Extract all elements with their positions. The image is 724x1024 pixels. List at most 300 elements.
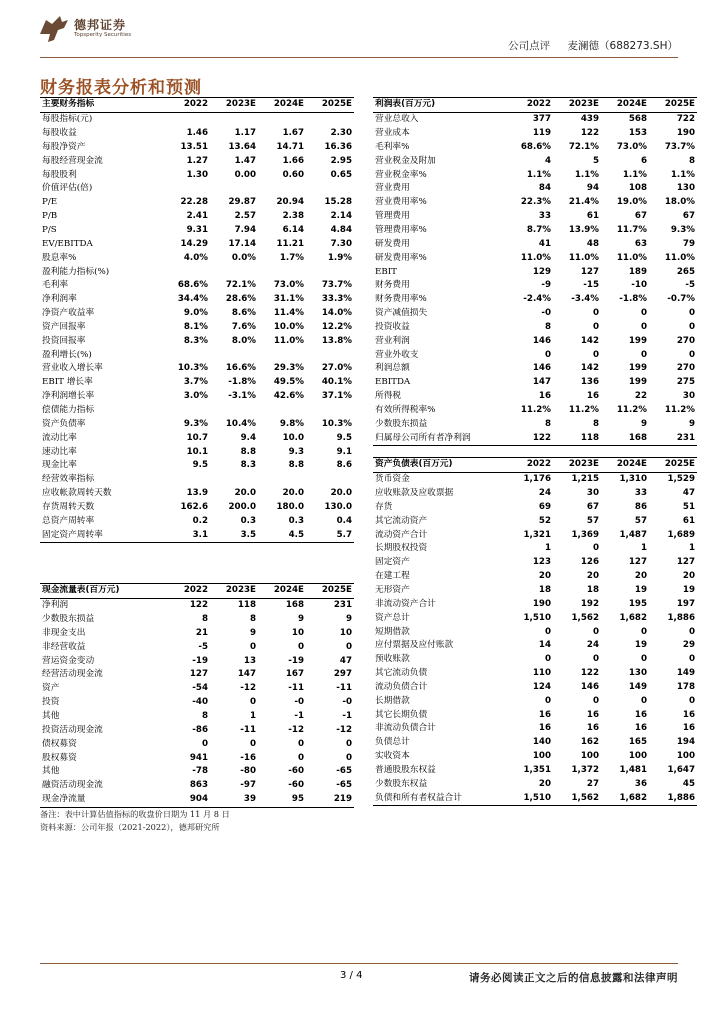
cell-value: 122 <box>505 431 553 445</box>
row-label: EBIT 增长率 <box>42 377 93 388</box>
cell-value: 7.6% <box>231 321 256 332</box>
cell-value: 8 <box>201 614 208 625</box>
row-label: 负债和所有者权益合计 <box>373 791 505 805</box>
cell-value: 108 <box>628 183 647 194</box>
table-row <box>40 514 354 528</box>
cell-value <box>306 112 354 126</box>
row-label: 每股收益 <box>42 128 77 139</box>
cell-value: -80 <box>240 766 256 777</box>
cell-value: 0 <box>592 654 599 665</box>
cell-value: 3.5 <box>210 528 258 542</box>
cell-value: 47 <box>339 655 352 666</box>
cell-value: 9.8% <box>279 418 304 429</box>
table-row <box>40 279 354 293</box>
cell-value: 67 <box>634 211 647 222</box>
cell-value: 13 <box>243 655 256 666</box>
cell-value: 14.71 <box>276 141 304 152</box>
cell-value: 9.5 <box>192 460 208 471</box>
row-label: 资产负债率 <box>42 418 86 429</box>
cell-value: 52 <box>538 515 551 526</box>
cell-value: 0 <box>592 695 599 706</box>
header-divider <box>40 57 678 58</box>
cell-value: 146 <box>580 681 599 692</box>
cell-value: 100 <box>628 751 647 762</box>
row-label: 归属母公司所有者净利润 <box>373 431 505 445</box>
cell-value: 86 <box>634 501 647 512</box>
year-header: 2023E <box>553 458 601 473</box>
cell-value: 110 <box>532 668 551 679</box>
cell-value: 9 <box>345 614 352 625</box>
cell-value: 33 <box>634 488 647 499</box>
cell-value: 1.1% <box>622 169 647 180</box>
cell-value: 11.0% <box>520 252 551 263</box>
cell-value: 180.0 <box>276 501 304 512</box>
cell-value: 863 <box>189 780 208 791</box>
row-label: 管理费用 <box>375 211 410 222</box>
table-row <box>373 182 697 196</box>
cell-value: 73.0% <box>273 280 304 291</box>
cell-value: 219 <box>306 793 354 807</box>
cell-value: 61 <box>586 211 599 222</box>
cell-value: 8 <box>544 321 551 332</box>
table-row <box>40 723 354 737</box>
cell-value: 200.0 <box>228 501 256 512</box>
table-row <box>373 625 697 639</box>
cell-value: 3.1 <box>162 528 210 542</box>
row-label: 普通股股东权益 <box>375 764 436 775</box>
cell-value <box>210 112 258 126</box>
cell-value: 5 <box>592 155 599 166</box>
cell-value: 0 <box>249 697 256 708</box>
table-row <box>40 613 354 627</box>
cell-value: 167 <box>285 669 304 680</box>
cell-value: 57 <box>634 515 647 526</box>
table-row <box>373 681 697 695</box>
cell-value: 129 <box>532 266 551 277</box>
cell-value: 127 <box>676 557 695 568</box>
table-row <box>40 251 354 265</box>
cell-value: 168 <box>285 600 304 611</box>
cell-value: -78 <box>192 766 208 777</box>
cell-value: 1.27 <box>186 155 208 166</box>
cell-value: 0 <box>345 752 352 763</box>
cell-value: 79 <box>682 238 695 249</box>
row-label: 预收账款 <box>375 654 410 665</box>
cell-value: 149 <box>676 668 695 679</box>
cell-value: 0.65 <box>330 169 352 180</box>
cell-value: 142 <box>580 363 599 374</box>
cell-value: -40 <box>192 697 208 708</box>
table-row <box>40 362 354 376</box>
cell-value: 11.7% <box>616 225 647 236</box>
cell-value <box>306 348 354 362</box>
row-label: 短期借款 <box>375 626 410 637</box>
year-header: 2023E <box>553 98 601 113</box>
cell-value: 9 <box>297 614 304 625</box>
cell-value: -0 <box>342 697 352 708</box>
cell-value: -2.4% <box>523 294 551 305</box>
cell-value: 1,372 <box>571 764 599 775</box>
cell-value: 29.3% <box>273 363 304 374</box>
cell-value: 1.30 <box>186 169 208 180</box>
cell-value: 0.2 <box>192 515 208 526</box>
cell-value: 146 <box>532 335 551 346</box>
table-row <box>40 224 354 238</box>
row-label: 非经营收益 <box>42 641 86 652</box>
row-label: 固定资产周转率 <box>40 528 162 542</box>
cell-value: 1,510 <box>505 791 553 805</box>
cell-value: 28.6% <box>225 294 256 305</box>
table-row <box>40 417 354 431</box>
row-label: 流动负债合计 <box>375 681 428 692</box>
cell-value: 0 <box>640 695 647 706</box>
cell-value: 9.3% <box>183 418 208 429</box>
table-header-row <box>40 584 354 599</box>
cell-value: 72.1% <box>568 141 599 152</box>
cell-value: 1.1% <box>574 169 599 180</box>
cell-value: 231 <box>333 600 352 611</box>
row-label: 股息率% <box>42 252 77 263</box>
table-row <box>40 127 354 141</box>
source-line: 资料来源：公司年报（2021-2022），德邦研究所 <box>40 822 220 832</box>
cell-value: 190 <box>532 598 551 609</box>
cell-value: 9 <box>640 418 647 429</box>
cell-value: 57 <box>586 515 599 526</box>
cell-value: 2.41 <box>186 211 208 222</box>
cell-value: 0 <box>592 626 599 637</box>
cell-value: 0 <box>688 308 695 319</box>
cell-value: -12 <box>288 724 304 735</box>
cell-value: -11 <box>336 683 352 694</box>
cell-value: 1,689 <box>667 529 695 540</box>
table-row <box>373 362 697 376</box>
cell-value: 11.0% <box>273 335 304 346</box>
cell-value: 16 <box>634 723 647 734</box>
row-label: 营业费用 <box>375 183 410 194</box>
cell-value: 0 <box>688 654 695 665</box>
cell-value: -12 <box>336 724 352 735</box>
table-row <box>373 514 697 528</box>
table-row <box>40 154 354 168</box>
table-row <box>40 627 354 641</box>
table-row <box>40 682 354 696</box>
cell-value: 6 <box>640 155 647 166</box>
year-header: 2022 <box>162 584 210 599</box>
cell-value: 1.17 <box>234 128 256 139</box>
row-label: 非流动资产合计 <box>375 598 436 609</box>
cell-value: 6.14 <box>282 225 304 236</box>
cell-value: 30 <box>682 391 695 402</box>
cell-value: 0.3 <box>240 515 256 526</box>
cell-value: 165 <box>628 737 647 748</box>
year-header: 2022 <box>162 98 210 113</box>
cell-value: 0.4 <box>336 515 352 526</box>
cell-value: 2.38 <box>282 211 304 222</box>
cell-value: -0.7% <box>667 294 695 305</box>
row-label: 营业费用率% <box>375 197 427 208</box>
cell-value: 9.5 <box>336 432 352 443</box>
row-label: 负债总计 <box>375 737 410 748</box>
cell-value: 722 <box>676 114 695 125</box>
cell-value: 16.36 <box>324 141 352 152</box>
cell-value <box>258 348 306 362</box>
cell-value: 3.7% <box>183 377 208 388</box>
cell-value: 9 <box>249 627 256 638</box>
cell-value: -65 <box>336 766 352 777</box>
cell-value <box>258 182 306 196</box>
cell-value: 68.6% <box>177 280 208 291</box>
indicators-table <box>40 97 354 543</box>
table-row <box>40 431 354 445</box>
cell-value: 9.0% <box>183 308 208 319</box>
table-row <box>373 251 697 265</box>
cell-value: 0 <box>640 308 647 319</box>
cell-value: -5 <box>198 641 208 652</box>
row-label: 净资产收益率 <box>42 308 95 319</box>
cell-value: 122 <box>580 668 599 679</box>
cell-value: 0.3 <box>288 515 304 526</box>
cell-value: 1.47 <box>234 155 256 166</box>
cashflow-table <box>40 583 354 808</box>
cell-value <box>162 112 210 126</box>
cell-value: 11.0% <box>616 252 647 263</box>
row-label: 利润总额 <box>375 363 410 374</box>
cell-value: 1,682 <box>601 791 649 805</box>
row-label: 流动比率 <box>42 432 77 443</box>
row-label: 营业总收入 <box>375 114 419 125</box>
row-label: 融资活动现金流 <box>42 780 103 791</box>
cell-value: 8 <box>688 155 695 166</box>
table-row <box>40 765 354 779</box>
cell-value: -9 <box>541 280 551 291</box>
cell-value: 5.7 <box>306 528 354 542</box>
row-label: 流动资产合计 <box>375 529 428 540</box>
row-label: 每股股利 <box>42 169 77 180</box>
cell-value: -0 <box>294 697 304 708</box>
row-label: 有效所得税率% <box>375 404 436 415</box>
row-label: 投资回报率 <box>42 335 86 346</box>
cell-value: 127 <box>628 557 647 568</box>
cell-value: 1,176 <box>523 474 551 485</box>
cell-value <box>210 265 258 279</box>
disclaimer: 请务必阅读正文之后的信息披露和法律声明 <box>469 972 678 984</box>
table-row <box>373 570 697 584</box>
cell-value: 84 <box>538 183 551 194</box>
cell-value <box>162 473 210 487</box>
cell-value: 22.3% <box>520 197 551 208</box>
cell-value: -11 <box>288 683 304 694</box>
row-label: 盈利增长(%) <box>42 349 92 360</box>
cell-value: 12.2% <box>321 321 352 332</box>
cell-value: 36 <box>634 778 647 789</box>
cell-value: 8.8 <box>288 460 304 471</box>
cell-value: 16 <box>538 709 551 720</box>
cell-value: 2.14 <box>330 211 352 222</box>
cell-value: 1,886 <box>649 791 697 805</box>
row-label: 投资 <box>42 697 60 708</box>
row-label: 速动比率 <box>42 446 77 457</box>
row-label: 其它流动负债 <box>375 668 428 679</box>
cell-value: 8 <box>592 418 599 429</box>
cell-value: 9.3% <box>670 225 695 236</box>
cell-value: -16 <box>240 752 256 763</box>
table-row <box>373 708 697 722</box>
cell-value: 11.2% <box>520 404 551 415</box>
cell-value: 130 <box>628 668 647 679</box>
table-row <box>373 334 697 348</box>
cell-value: 29 <box>682 640 695 651</box>
year-header: 2025E <box>306 584 354 599</box>
table-row <box>373 694 697 708</box>
cell-value: 8.6% <box>231 308 256 319</box>
year-header: 2025E <box>649 458 697 473</box>
row-label: 经营效率指标 <box>42 474 95 485</box>
table-row <box>40 473 354 487</box>
row-label: 偿债能力指标 <box>42 404 95 415</box>
cell-value: 39 <box>210 793 258 807</box>
cell-value: 1.7% <box>279 252 304 263</box>
table-row <box>373 196 697 210</box>
row-label: 所得税 <box>375 391 402 402</box>
table-row <box>373 611 697 625</box>
table-row <box>373 431 697 445</box>
cell-value: 73.7% <box>664 141 695 152</box>
row-label: 营业税金率% <box>375 169 427 180</box>
table-row <box>40 793 354 807</box>
cell-value <box>210 404 258 418</box>
cell-value: 47 <box>682 488 695 499</box>
cell-value: 19 <box>682 585 695 596</box>
cell-value: 10 <box>291 627 304 638</box>
cell-value: 13.9% <box>568 225 599 236</box>
cell-value: 16 <box>538 391 551 402</box>
row-label: 总资产周转率 <box>42 515 95 526</box>
cell-value: 8.7% <box>526 225 551 236</box>
cell-value: 130 <box>676 183 695 194</box>
cell-value: 124 <box>532 681 551 692</box>
cell-value <box>258 404 306 418</box>
table-row <box>40 779 354 793</box>
table-row <box>373 127 697 141</box>
table-row <box>40 654 354 668</box>
table-row <box>373 307 697 321</box>
cell-value: 3.0% <box>183 391 208 402</box>
year-header: 2024E <box>601 458 649 473</box>
cell-value: 127 <box>189 669 208 680</box>
cell-value: 10 <box>339 627 352 638</box>
row-label: 研发费用率% <box>375 252 427 263</box>
table-row <box>373 417 697 431</box>
row-label: 在建工程 <box>375 571 410 582</box>
cell-value: 20 <box>538 778 551 789</box>
row-label: 净利润 <box>42 600 69 611</box>
cell-value: 20 <box>634 571 647 582</box>
cell-value <box>210 348 258 362</box>
cell-value: 149 <box>628 681 647 692</box>
cell-value: 20.0 <box>330 488 352 499</box>
cell-value <box>306 404 354 418</box>
row-label: 营业成本 <box>375 128 410 139</box>
table-row <box>40 487 354 501</box>
table-row <box>373 376 697 390</box>
cell-value: 33.3% <box>321 294 352 305</box>
cell-value: 21.4% <box>568 197 599 208</box>
cell-value: -60 <box>288 780 304 791</box>
cell-value: 231 <box>649 431 697 445</box>
cell-value: -5 <box>685 280 695 291</box>
cell-value: 146 <box>532 363 551 374</box>
year-header: 2024E <box>258 98 306 113</box>
cell-value: 0 <box>345 738 352 749</box>
table-title: 主要财务指标 <box>40 98 162 113</box>
row-label: 其它流动资产 <box>375 515 428 526</box>
table-title: 利润表(百万元) <box>373 98 505 113</box>
cell-value: 9.1 <box>336 446 352 457</box>
table-row <box>373 210 697 224</box>
cell-value: 4.84 <box>330 225 352 236</box>
cell-value: 1,487 <box>619 529 647 540</box>
cell-value: -19 <box>288 655 304 666</box>
company-name-cn: 德邦证券 <box>74 18 127 32</box>
cell-value: 20 <box>586 571 599 582</box>
row-label: 少数股东损益 <box>375 418 428 429</box>
cell-value: 16 <box>682 723 695 734</box>
cell-value: 8.0% <box>231 335 256 346</box>
cell-value: 10.4% <box>225 418 256 429</box>
row-label: EBITDA <box>375 377 411 388</box>
year-header: 2022 <box>505 98 553 113</box>
row-label: 财务费用 <box>375 280 410 291</box>
cell-value: 122 <box>580 128 599 139</box>
cell-value: 297 <box>333 669 352 680</box>
table-row <box>40 210 354 224</box>
cell-value: 22 <box>634 391 647 402</box>
table-row <box>373 597 697 611</box>
footer-divider <box>40 963 678 964</box>
cell-value: 0 <box>688 626 695 637</box>
row-label: 每股经营现金流 <box>42 155 103 166</box>
cell-value: 20.0 <box>234 488 256 499</box>
cell-value: 197 <box>676 598 695 609</box>
cell-value: 0 <box>544 626 551 637</box>
row-label: 毛利率% <box>375 141 410 152</box>
table-row <box>373 501 697 515</box>
cell-value: -1 <box>342 711 352 722</box>
cell-value: -0 <box>541 308 551 319</box>
row-label: 营运资金变动 <box>42 655 95 666</box>
table-row <box>373 584 697 598</box>
table-header-row <box>373 458 697 473</box>
income-statement-table <box>373 97 697 446</box>
cell-value: 199 <box>628 363 647 374</box>
cell-value: 9.3 <box>288 446 304 457</box>
row-label: 应收账款及应收票据 <box>375 488 454 499</box>
row-label: 应收帐款周转天数 <box>42 488 112 499</box>
cell-value: 162.6 <box>180 501 208 512</box>
cell-value: 1.46 <box>186 128 208 139</box>
cell-value: 0 <box>640 321 647 332</box>
cell-value: 1,529 <box>667 474 695 485</box>
company-logo <box>38 14 278 46</box>
table-row <box>373 348 697 362</box>
table-row <box>373 472 697 486</box>
cell-value: 190 <box>676 128 695 139</box>
cell-value: 20 <box>682 571 695 582</box>
cell-value: 8 <box>201 711 208 722</box>
cell-value: 192 <box>580 598 599 609</box>
row-label: 长期借款 <box>375 695 410 706</box>
table-row <box>40 196 354 210</box>
